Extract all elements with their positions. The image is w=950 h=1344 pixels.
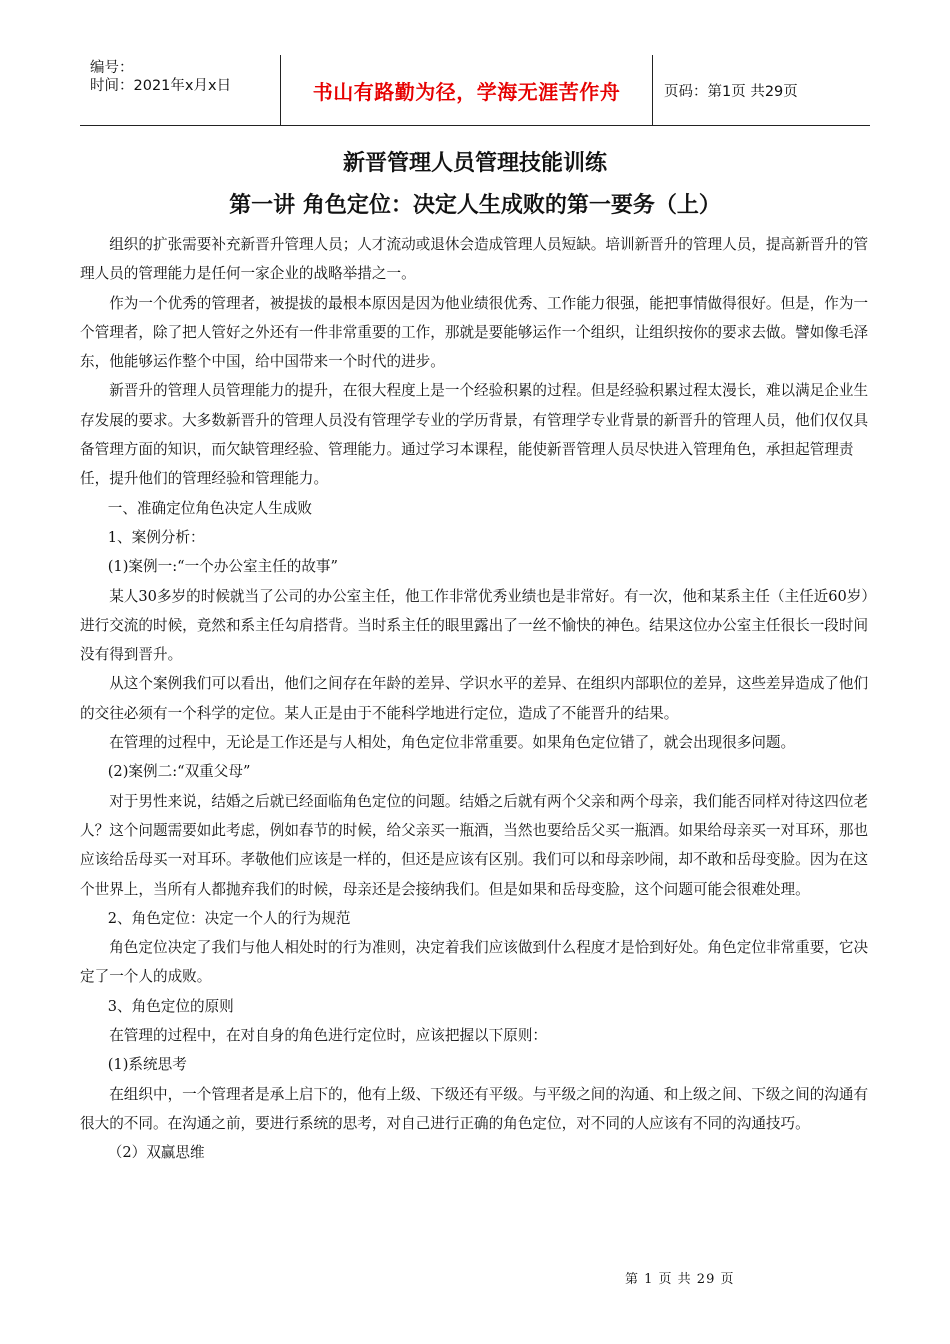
document-date: 时间：2021年x月x日 bbox=[90, 78, 232, 94]
paragraph: 在管理的过程中，无论是工作还是与人相处，角色定位非常重要。如果角色定位错了，就会出现很多问题。 bbox=[109, 734, 796, 752]
header-motto: 书山有路勤为径，学海无涯苦作舟 bbox=[280, 55, 653, 125]
subsection-heading: 2、角色定位：决定一个人的行为规范 bbox=[107, 909, 351, 927]
paragraph: 在组织中，一个管理者是承上启下的，他有上级、下级还有平级。与平级之间的沟通、和上级之间、下级之间的沟通有很大的不同。在沟通之前，要进行系统的思考，对自己进行正确的角色定位，对不同的人应该有不同的沟通技巧。 bbox=[80, 1085, 869, 1132]
principle-heading: （2）双赢思维 bbox=[107, 1144, 205, 1162]
subsection-heading: 3、角色定位的原则 bbox=[107, 997, 234, 1015]
paragraph: 某人30多岁的时候就当了公司的办公室主任，他工作非常优秀业绩也是非常好。有一次，他和某系主任（主任近60岁）进行交流的时候，竟然和系主任勾肩搭背。当时系主任的眼里露出了一丝不愉快的神色。结果这位办公室主任很长一段时间没有得到晋升。 bbox=[80, 587, 869, 664]
page-header bbox=[80, 55, 870, 126]
paragraph: 在管理的过程中，在对自身的角色进行定位时，应该把握以下原则： bbox=[109, 1027, 548, 1045]
case-heading: (2)案例二:“双重父母” bbox=[107, 763, 251, 781]
paragraph: 组织的扩张需要补充新晋升管理人员；人才流动或退休会造成管理人员短缺。培训新晋升的管理人员，提高新晋升的管理人员的管理能力是任何一家企业的战略举措之一。 bbox=[80, 236, 869, 283]
lecture-subtitle: 第一讲 角色定位：决定人生成败的第一要务（上） bbox=[229, 193, 721, 218]
header-meta bbox=[80, 55, 280, 125]
paragraph: 从这个案例我们可以看出，他们之间存在年龄的差异、学识水平的差异、在组织内部职位的差异，这些差异造成了他们的交往必须有一个科学的定位。某人正是由于不能科学地进行定位，造成了不能晋升的结果。 bbox=[80, 675, 869, 722]
document-title: 新晋管理人员管理技能训练 bbox=[342, 151, 607, 176]
document-body bbox=[80, 230, 875, 1168]
principle-heading: (1)系统思考 bbox=[107, 1056, 187, 1074]
paragraph: 角色定位决定了我们与他人相处时的行为准则，决定着我们应该做到什么程度才是恰到好处。角色定位非常重要，它决定了一个人的成败。 bbox=[80, 939, 869, 986]
header-page-info: 页码：第1页 共29页 bbox=[664, 83, 798, 100]
subsection-heading: 1、案例分析： bbox=[107, 528, 205, 546]
page-footer: 第 1 页 共 29 页 bbox=[625, 1272, 735, 1287]
paragraph: 对于男性来说，结婚之后就已经面临角色定位的问题。结婚之后就有两个父亲和两个母亲，我们能否同样对待这四位老人？这个问题需要如此考虑，例如春节的时候，给父亲买一瓶酒，当然也要给岳父买一瓶酒。如果给母亲买一对耳环，那也应该给岳母买一对耳环。孝敬他们应该是一样的，但还是应该有区别。我们可以和母亲吵闹，却不敢和岳母变脸。因为在这个世界上，当所有人都抛弃我们的时候，母亲还是会接纳我们。但是如果和岳母变脸，这个问题可能会很难处理。 bbox=[80, 792, 869, 898]
document-number: 编号： bbox=[90, 60, 134, 76]
section-heading: 一、准确定位角色决定人生成败 bbox=[107, 499, 313, 517]
case-heading: (1)案例一:“一个办公室主任的故事” bbox=[107, 558, 338, 576]
paragraph: 新晋升的管理人员管理能力的提升，在很大程度上是一个经验积累的过程。但是经验积累过程太漫长，难以满足企业生存发展的要求。大多数新晋升的管理人员没有管理学专业的学历背景，有管理学专业背景的新晋升的管理人员，他们仅仅具备管理方面的知识，而欠缺管理经验、管理能力。通过学习本课程，能使新晋管理人员尽快进入管理角色，承担起管理责任，提升他们的管理经验和管理能力。 bbox=[80, 382, 869, 488]
paragraph: 作为一个优秀的管理者，被提拔的最根本原因是因为他业绩很优秀、工作能力很强，能把事情做得很好。但是，作为一个管理者，除了把人管好之外还有一件非常重要的工作，那就是要能够运作一个组织，让组织按你的要求去做。譬如像毛泽东，他能够运作整个中国，给中国带来一个时代的进步。 bbox=[80, 294, 869, 371]
